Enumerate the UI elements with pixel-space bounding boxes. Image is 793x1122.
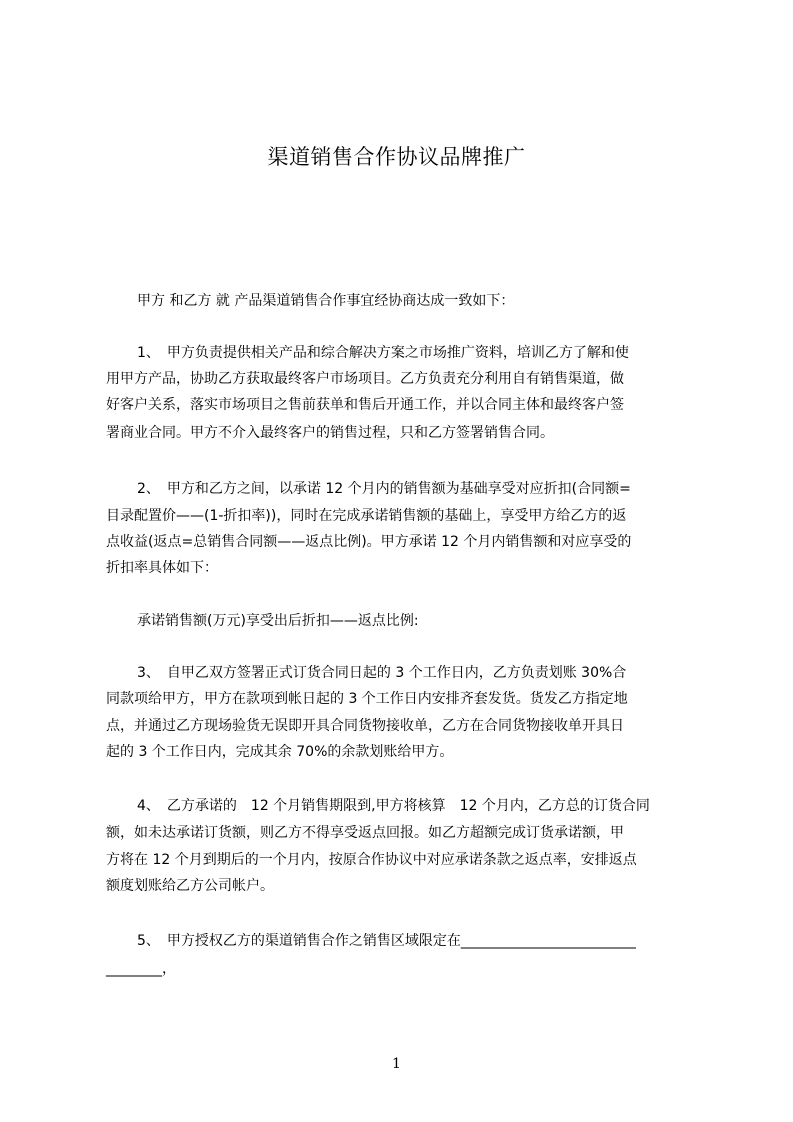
clause-2-line-2: 目录配置价——(1-折扣率))，同时在完成承诺销售额的基础上，享受甲方给乙方的返 <box>106 508 627 524</box>
intro-paragraph: 甲方 和乙方 就 产品渠道销售合作事宜经协商达成一致如下： <box>137 293 515 309</box>
clause-4-line-4: 额度划账给乙方公司帐户。 <box>106 878 274 894</box>
clause-1-line-2: 用甲方产品，协助乙方获取最终客户市场项目。乙方负责充分利用自有销售渠道，做 <box>106 371 624 387</box>
clause-1-line-3: 好客户关系，落实市场项目之售前获单和售后开通工作，并以合同主体和最终客户签 <box>106 397 624 413</box>
clause-4-line-1: 4、 乙方承诺的 12 个月销售期限到,甲方将核算 12 个月内，乙方总的订货合同 <box>137 798 650 814</box>
clause-5-line-1: 5、 甲方授权乙方的渠道销售合作之销售区域限定在_________________________ <box>137 933 636 949</box>
clause-2-line-3: 点收益(返点=总销售合同额——返点比例)。甲方承诺 12 个月内销售额和对应享受的 <box>106 534 632 550</box>
clause-3-line-2: 同款项给甲方，甲方在款项到帐日起的 3 个工作日内安排齐套发货。货发乙方指定地 <box>106 691 628 707</box>
clause-4-line-3: 方将在 12 个月到期后的一个月内，按原合作协议中对应承诺条款之返点率，安排返点 <box>106 852 637 868</box>
clause-4-line-2: 额，如未达承诺订货额，则乙方不得享受返点回报。如乙方超额完成订货承诺额，甲 <box>106 825 624 841</box>
discount-line: 承诺销售额(万元)享受出后折扣——返点比例: <box>137 613 419 629</box>
clause-2-line-1: 2、 甲方和乙方之间，以承诺 12 个月内的销售额为基础享受对应折扣(合同额= <box>137 481 631 497</box>
clause-2-line-4: 折扣率具体如下： <box>106 560 218 576</box>
clause-1-line-1: 1、 甲方负责提供相关产品和综合解决方案之市场推广资料，培训乙方了解和使 <box>137 345 629 361</box>
page-number: 1 <box>392 1056 401 1072</box>
clause-3-line-3: 点，并通过乙方现场验货无误即开具合同货物接收单，乙方在合同货物接收单开具日 <box>106 718 624 734</box>
clause-1-line-4: 署商业合同。甲方不介入最终客户的销售过程，只和乙方签署销售合同。 <box>106 425 554 441</box>
clause-3-line-4: 起的 3 个工作日内，完成其余 70%的余款划账给甲方。 <box>106 744 454 760</box>
clause-3-line-1: 3、 自甲乙双方签署正式订货合同日起的 3 个工作日内，乙方负责划账 30%合 <box>137 665 627 681</box>
document-title: 渠道销售合作协议品牌推广 <box>267 145 526 169</box>
clause-5-line-2: ________， <box>106 961 176 977</box>
